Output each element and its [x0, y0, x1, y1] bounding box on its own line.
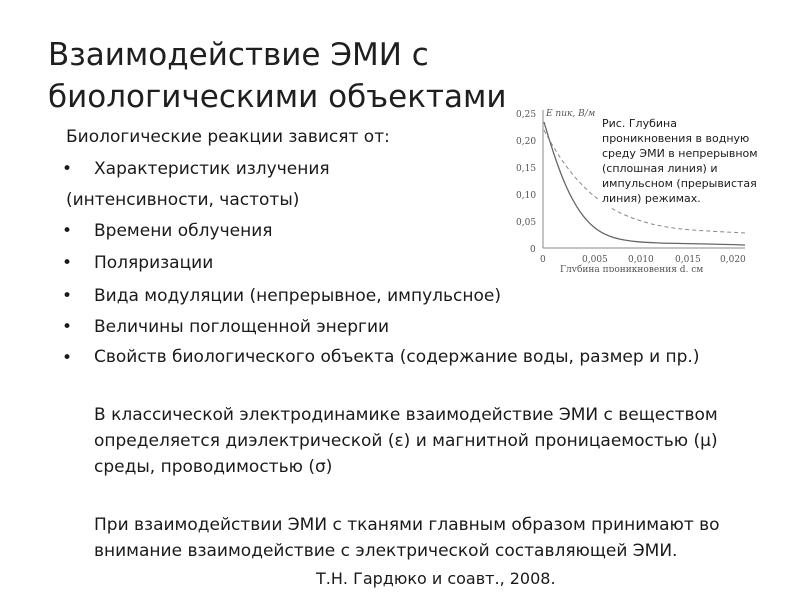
item-modulation: Вида модуляции (непрерывное, импульсное) — [94, 286, 501, 306]
bullet-4: • — [62, 286, 73, 306]
bullet-3: • — [62, 253, 73, 273]
title-line-1: Взаимодействие ЭМИ с — [48, 37, 429, 73]
bullet-2: • — [62, 221, 73, 241]
bullet-6: • — [62, 348, 73, 368]
item-absorbed-energy: Величины поглощенной энергии — [94, 317, 390, 337]
xtick-0010: 0,010 — [628, 255, 654, 265]
ytick-0: 0 — [530, 245, 536, 255]
bullet-5: • — [62, 317, 73, 337]
figure-caption: Рис. Глубина проникновения в водную среду ЭМИ в непрерывном (сплошная линия) и импульсном (прерывистая линия) режимах. — [600, 114, 764, 208]
ytick-020: 0,20 — [516, 137, 537, 147]
x-axis-label: Глубина проникновения d, см — [560, 265, 704, 272]
ytick-010: 0,10 — [516, 191, 537, 201]
xtick-0005: 0,005 — [582, 255, 608, 265]
item-radiation: Характеристик излучения — [94, 159, 330, 179]
item-polarization: Поляризации — [94, 253, 214, 273]
paragraph-tissue-interaction: При взаимодействии ЭМИ с тканями главным образом принимают во внимание взаимодействие с электрической составляющей ЭМИ. — [94, 515, 720, 561]
xtick-0015: 0,015 — [675, 255, 701, 265]
item-object-properties: Свойств биологического объекта (содержание воды, размер и пр.) — [94, 347, 700, 367]
ytick-025: 0,25 — [516, 110, 537, 120]
bullet-1: • — [62, 159, 73, 179]
xtick-0020: 0,020 — [720, 255, 746, 265]
citation: Т.Н. Гардюко и соавт., 2008. — [316, 569, 556, 588]
ytick-005: 0,05 — [516, 218, 537, 228]
intro-text: Биологические реакции зависят от: — [66, 127, 390, 147]
item-radiation-detail: (интенсивности, частоты) — [66, 190, 300, 210]
item-exposure-time: Времени облучения — [94, 221, 273, 241]
y-axis-label: E пик, В/м — [546, 109, 596, 119]
title-line-2: биологическими объектами — [48, 79, 507, 115]
xtick-0: 0 — [540, 255, 546, 265]
paragraph-electrodynamics: В классической электродинамике взаимодействие ЭМИ с веществом определяется диэлектрической (ε) и магнитной проницаемостью (μ) среды, проводимостью (σ) — [94, 405, 718, 477]
ytick-015: 0,15 — [516, 164, 537, 174]
